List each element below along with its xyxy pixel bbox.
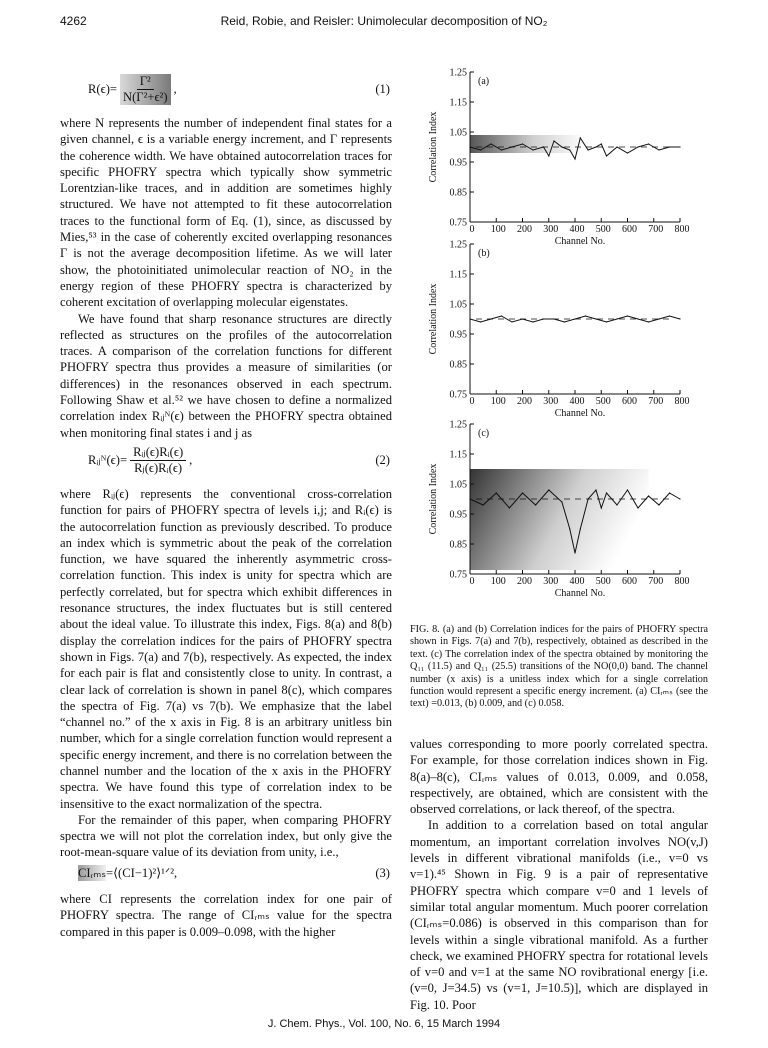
data-point bbox=[469, 318, 470, 319]
data-point bbox=[601, 507, 602, 508]
eq2-tail: , bbox=[189, 453, 193, 468]
data-point bbox=[627, 152, 628, 153]
x-tick-label: 300 bbox=[543, 224, 559, 235]
x-tick-label: 500 bbox=[595, 576, 611, 587]
x-axis-label: Channel No. bbox=[554, 236, 606, 247]
data-point bbox=[616, 318, 617, 319]
data-point bbox=[490, 143, 491, 144]
x-tick-label: 800 bbox=[674, 576, 690, 587]
data-point bbox=[606, 155, 607, 156]
eq1-lhs: R(ϵ)= bbox=[88, 82, 117, 97]
x-tick-label: 600 bbox=[622, 576, 637, 587]
data-point bbox=[627, 315, 628, 316]
data-point bbox=[658, 318, 659, 319]
x-tick-label: 0 bbox=[469, 224, 475, 235]
x-tick-label: 100 bbox=[490, 396, 506, 407]
data-point bbox=[522, 143, 523, 144]
data-point bbox=[469, 146, 470, 147]
y-tick-label: 1.25 bbox=[449, 239, 467, 251]
data-point bbox=[648, 495, 649, 496]
eq3-number: (3) bbox=[375, 865, 390, 880]
data-point bbox=[658, 504, 659, 505]
figure-caption: FIG. 8. (a) and (b) Correlation indices for the pairs of PHOFRY spectra shown in Figs. 7(a) and 7(b), respectively, obtained as described in the text. (c) The correlation index of the spectra obtained by monitoring the Q₁₁ (11.5) and Q₁₁ (25.5) transitions of the NO(0,0) band. The channel number (x axis) is a unitless index which for a single correlation function would represent a specific energy increment. (a) CIᵣₘₛ (see the text) =0.013, (b) 0.009, and (c) 0.058. bbox=[410, 624, 708, 710]
x-tick-label: 600 bbox=[622, 224, 637, 235]
data-point bbox=[588, 149, 589, 150]
y-tick-label: 0.95 bbox=[449, 157, 467, 169]
data-point bbox=[637, 146, 638, 147]
x-tick-label: 400 bbox=[569, 576, 585, 587]
x-tick-label: 200 bbox=[517, 224, 532, 235]
figure-8 bbox=[410, 60, 708, 620]
shaded-region bbox=[470, 469, 649, 570]
data-point bbox=[595, 318, 596, 319]
data-point bbox=[595, 146, 596, 147]
data-point bbox=[532, 149, 533, 150]
y-tick-label: 0.75 bbox=[449, 217, 467, 229]
panel-label: (c) bbox=[478, 428, 490, 439]
data-point bbox=[509, 507, 510, 508]
data-point bbox=[616, 504, 617, 505]
data-point bbox=[561, 501, 562, 502]
data-point bbox=[679, 498, 680, 499]
data-point bbox=[522, 318, 523, 319]
data-point bbox=[601, 143, 602, 144]
y-axis-label: Correlation Index bbox=[428, 463, 439, 535]
eq2-numerator: Rᵢⱼ(ϵ)Rᵢ(ϵ) bbox=[130, 445, 186, 461]
data-point bbox=[669, 315, 670, 316]
left-column bbox=[60, 70, 392, 940]
y-tick-label: 1.15 bbox=[449, 97, 467, 109]
eq1-number: (1) bbox=[375, 82, 390, 97]
data-point bbox=[580, 528, 581, 529]
x-tick-label: 300 bbox=[543, 396, 559, 407]
y-tick-label: 0.85 bbox=[449, 359, 467, 371]
data-point bbox=[548, 489, 549, 490]
data-point bbox=[637, 507, 638, 508]
x-tick-label: 800 bbox=[674, 224, 690, 235]
data-point bbox=[535, 504, 536, 505]
data-point bbox=[480, 149, 481, 150]
shaded-region bbox=[470, 135, 586, 153]
data-point bbox=[480, 321, 481, 322]
data-point bbox=[648, 321, 649, 322]
data-point bbox=[483, 504, 484, 505]
eq3-rhs: =⟨(CI−1)²⟩¹ᐟ², bbox=[106, 865, 178, 880]
y-tick-label: 1.15 bbox=[449, 449, 467, 461]
data-point bbox=[585, 315, 586, 316]
data-point bbox=[569, 528, 570, 529]
eq1-denominator: N(Γ²+ϵ²) bbox=[123, 90, 168, 104]
data-point bbox=[496, 492, 497, 493]
running-title: Reid, Robie, and Reisler: Unimolecular decomposition of NO₂ bbox=[220, 14, 548, 28]
x-axis-label: Channel No. bbox=[554, 408, 606, 419]
paragraph: values corresponding to more poorly correlated spectra. For example, for those correlation indices shown in Fig. 8(a)–8(c), CIᵣₘₛ values of 0.013, 0.009, and 0.058, respectively, are obtained, which are consistent with the observed correlations, or lack thereof, of the spectra. bbox=[410, 737, 708, 817]
paragraph: where N represents the number of independent final states for a given channel, ϵ is a variable energy increment, and Γ represents the coherence width. We have obtained autocorrelation traces for specific PHOFRY spectra which typically show symmetric Lorentzian-like traces, and in addition are sometimes highly structured. We have not attempted to fit these autocorrelation traces to the functional form of Eq. (1), since, as discussed by Mies,⁵³ in the case of coherently excited overlapping resonances Γ is not the average decomposition lifetime. As we will later show, the photoinitiated unimolecular reaction of NO₂ in the energy region of these PHOFRY spectra is characterized by coherent excitation of overlapping molecular eigenstates. bbox=[60, 116, 392, 310]
data-point bbox=[553, 318, 554, 319]
data-point bbox=[574, 552, 575, 553]
eq2-denominator: Rⱼ(ϵ)Rᵢ(ϵ) bbox=[134, 460, 183, 475]
data-point bbox=[469, 498, 470, 499]
data-point bbox=[553, 140, 554, 141]
data-point bbox=[588, 498, 589, 499]
y-axis-label: Correlation Index bbox=[428, 283, 439, 355]
y-tick-label: 0.95 bbox=[449, 329, 467, 341]
x-tick-label: 800 bbox=[674, 396, 690, 407]
right-column bbox=[410, 736, 708, 1013]
eq1-fraction bbox=[120, 74, 171, 105]
data-point bbox=[490, 318, 491, 319]
eq1-numerator: Γ² bbox=[137, 74, 154, 90]
equation-3 bbox=[60, 865, 392, 881]
x-tick-label: 100 bbox=[490, 224, 506, 235]
y-tick-label: 0.85 bbox=[449, 187, 467, 199]
data-point bbox=[561, 146, 562, 147]
y-tick-label: 1.15 bbox=[449, 269, 467, 281]
paragraph: In addition to a correlation based on total angular momentum, an important correlation involves NO(v,J) levels in different vibrational manifolds (i.e., v=0 vs v=1).⁴⁵ Shown in Fig. 9 is a pair of representative PHOFRY spectra which compare v=0 and 1 levels of similar total angular momentum. Much poorer correlation (CIᵣₘₛ=0.086) is observed in this comparison than for levels within a single vibrational manifold. As a further check, we examined PHOFRY spectra for rotational levels of v=0 and v=1 at the same NO rovibrational energy [i.e. (v=0, J=34.5) vs (v=1, J=10.5)], which are displayed in Fig. 10. Poor bbox=[410, 818, 708, 1012]
x-tick-label: 700 bbox=[648, 576, 664, 587]
data-point bbox=[679, 146, 680, 147]
x-tick-label: 100 bbox=[490, 576, 506, 587]
data-point bbox=[522, 492, 523, 493]
page-footer: J. Chem. Phys., Vol. 100, No. 6, 15 March 1994 bbox=[267, 1018, 501, 1030]
y-tick-label: 1.05 bbox=[449, 299, 467, 311]
y-axis-label: Correlation Index bbox=[428, 111, 439, 183]
x-tick-label: 500 bbox=[595, 224, 611, 235]
x-tick-label: 400 bbox=[569, 396, 585, 407]
data-point bbox=[511, 321, 512, 322]
eq1-tail: , bbox=[173, 82, 177, 97]
y-tick-label: 1.05 bbox=[449, 479, 467, 491]
paragraph: We have found that sharp resonance structures are directly reflected as structures on the profiles of the autocorrelation traces. A comparison of the correlation functions for different PHOFRY spectra thus provides a measure of similarities (or differences) in the resonances observed in each spectrum. Following Shaw et al.⁵² we have chosen to define a normalized correlation index Rᵢⱼᴺ(ϵ) between the PHOFRY spectra obtained when monitoring final states i and j as bbox=[60, 311, 392, 440]
data-point bbox=[548, 155, 549, 156]
data-point bbox=[564, 321, 565, 322]
data-point bbox=[501, 149, 502, 150]
data-point bbox=[574, 318, 575, 319]
panel-label: (b) bbox=[478, 248, 490, 259]
data-point bbox=[648, 143, 649, 144]
data-point bbox=[627, 489, 628, 490]
y-tick-label: 1.25 bbox=[449, 67, 467, 79]
x-tick-label: 500 bbox=[595, 396, 611, 407]
equation-2 bbox=[60, 445, 392, 476]
eq2-number: (2) bbox=[375, 453, 390, 468]
data-point bbox=[637, 318, 638, 319]
equation-1 bbox=[60, 74, 392, 105]
y-tick-label: 1.05 bbox=[449, 127, 467, 139]
figure-8-chart bbox=[410, 60, 708, 620]
data-point bbox=[669, 146, 670, 147]
data-point bbox=[574, 158, 575, 159]
page-header bbox=[60, 8, 708, 30]
data-point bbox=[606, 492, 607, 493]
data-point bbox=[532, 321, 533, 322]
x-tick-label: 400 bbox=[569, 224, 585, 235]
x-tick-label: 600 bbox=[622, 396, 637, 407]
panel-label: (a) bbox=[478, 76, 490, 87]
data-point bbox=[595, 489, 596, 490]
data-point bbox=[616, 146, 617, 147]
data-point bbox=[669, 492, 670, 493]
paragraph: where Rᵢⱼ(ϵ) represents the conventional cross-correlation function for pairs of PHOFRY spectra of levels i,j; and Rᵢ(ϵ) is the autocorrelation function as previously described. To produce an index which is symmetric about the peak of the correlation function, we have squared the inherently asymmetric cross-correlation function. This index is unity for spectra which are perfectly correlated, but for spectra which exhibit differences in resonance structures, the index fluctuates but is still centered about the ideal value. To illustrate this index, Figs. 8(a) and 8(b) display the correlation indices for the pairs of PHOFRY spectra shown in Figs. 7(a) and 7(b), respectively. As expected, the index for each pair is flat and consistently close to unity. In contrast, a clear lack of correlation is shown in panel 8(c), which compares the spectra of Fig. 7(a) vs 7(b). We emphasize that the label “channel no.” of the x axis in Fig. 8 is an arbitrary unitless bin number, which for a single correlation function would represent a specific energy increment, and there is no correlation between the channel number and the location of the x axis in the PHOFRY spectra. We have found this type of correlation index to be insensitive to the exact normalization of the spectra. bbox=[60, 486, 392, 811]
data-point bbox=[580, 137, 581, 138]
data-point bbox=[569, 149, 570, 150]
data-point bbox=[679, 318, 680, 319]
y-tick-label: 0.95 bbox=[449, 509, 467, 521]
data-point bbox=[543, 146, 544, 147]
eq2-lhs: Rᵢⱼᴺ(ϵ)= bbox=[88, 453, 128, 468]
page-number: 4262 bbox=[60, 14, 87, 28]
data-point bbox=[501, 315, 502, 316]
x-tick-label: 0 bbox=[469, 576, 475, 587]
data-point bbox=[606, 321, 607, 322]
x-axis-label: Channel No. bbox=[554, 588, 606, 599]
y-tick-label: 0.75 bbox=[449, 389, 467, 401]
x-tick-label: 0 bbox=[469, 396, 475, 407]
x-tick-label: 200 bbox=[517, 396, 532, 407]
data-point bbox=[658, 149, 659, 150]
y-tick-label: 0.85 bbox=[449, 539, 467, 551]
eq3-lhs: CIᵣₘₛ bbox=[78, 865, 107, 880]
x-tick-label: 700 bbox=[648, 396, 664, 407]
data-point bbox=[543, 318, 544, 319]
data-point bbox=[511, 146, 512, 147]
y-tick-label: 1.25 bbox=[449, 419, 467, 431]
x-tick-label: 300 bbox=[543, 576, 559, 587]
paragraph: For the remainder of this paper, when comparing PHOFRY spectra we will not plot the correlation index, but only give the root-mean-square value of its deviation from unity, i.e., bbox=[60, 812, 392, 860]
x-tick-label: 700 bbox=[648, 224, 664, 235]
eq2-fraction bbox=[130, 445, 186, 476]
y-tick-label: 0.75 bbox=[449, 569, 467, 581]
paragraph: where CI represents the correlation index for one pair of PHOFRY spectra. The range of CIᵣₘₛ value for the spectra compared in this paper is 0.009–0.098, with the higher bbox=[60, 892, 392, 939]
x-tick-label: 200 bbox=[517, 576, 532, 587]
